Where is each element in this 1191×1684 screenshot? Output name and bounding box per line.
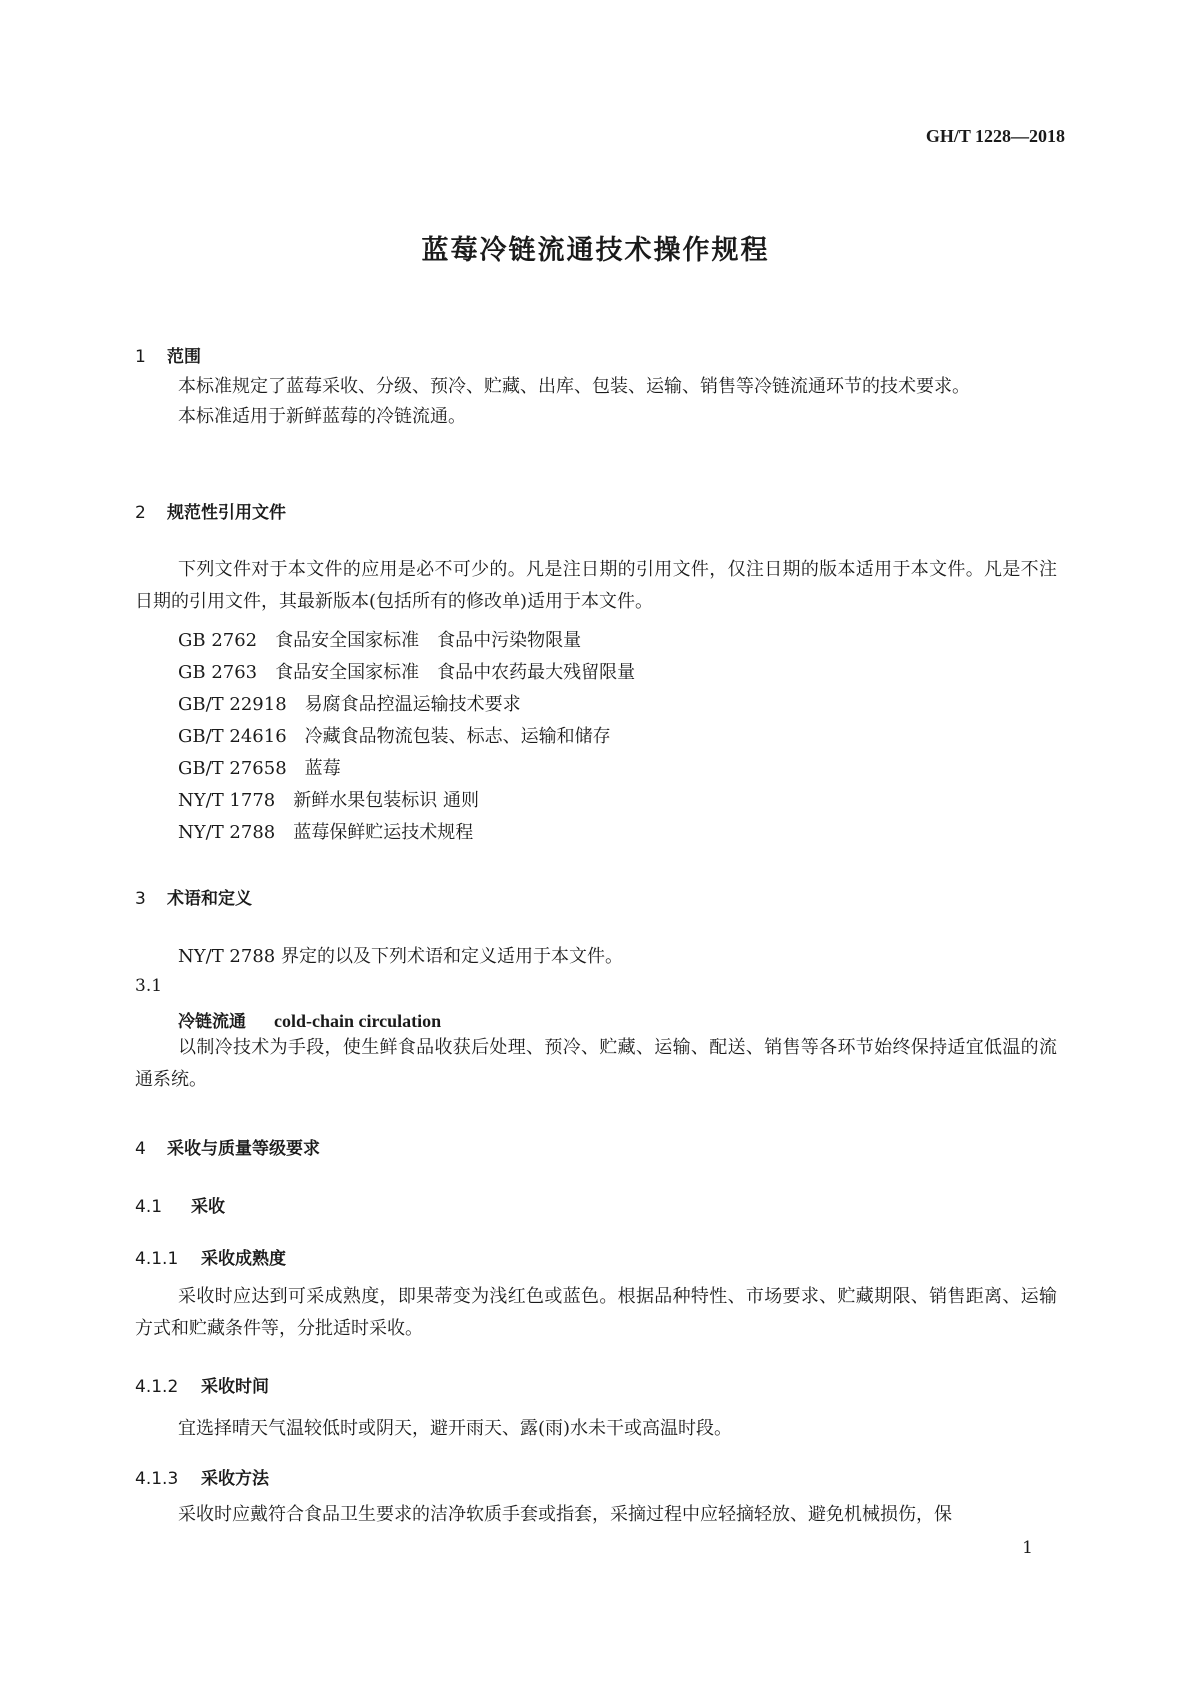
reference-item (178, 818, 473, 844)
section-1-heading (135, 342, 201, 367)
paragraph: 采收时应戴符合食品卫生要求的洁净软质手套或指套，采摘过程中应轻摘轻放、避免机械损伤，保 (178, 1504, 952, 1525)
reference-item (178, 658, 635, 684)
reference-code: GB/T 24616 (178, 726, 287, 747)
reference-item (178, 754, 341, 780)
section-4-heading (135, 1134, 320, 1159)
term-chinese: 冷链流通 (178, 1012, 246, 1032)
section-2-heading (135, 498, 286, 523)
paragraph: 本标准适用于新鲜蓝莓的冷链流通。 (178, 406, 466, 427)
section-title: 规范性引用文件 (167, 503, 286, 523)
reference-item (178, 786, 479, 812)
subsection-4-1-heading (135, 1192, 225, 1217)
section-title: 范围 (167, 347, 201, 367)
section-number: 4.1 (135, 1197, 163, 1217)
subsection-4-1-1-text: 采收时应达到可采成熟度，即果蒂变为浅红色或蓝色。根据品种特性、市场要求、贮藏期限、销售距离、运输方式和贮藏条件等，分批适时采收。 (135, 1286, 1057, 1339)
section-number: 4 (135, 1139, 146, 1159)
reference-title: 蓝莓保鲜贮运技术规程 (293, 822, 474, 843)
section-number: 4.1.1 (135, 1249, 179, 1269)
term-entry (178, 1007, 441, 1032)
section-number: 1 (135, 347, 146, 367)
standard-code: GH/T 1228—2018 (925, 126, 1065, 146)
section-2-intro: 下列文件对于本文件的应用是必不可少的。凡是注日期的引用文件，仅注日期的版本适用于本文件。凡是不注日期的引用文件，其最新版本(包括所有的修改单)适用于本文件。 (135, 559, 1057, 612)
reference-item (178, 690, 521, 716)
section-title: 采收 (191, 1197, 225, 1217)
term-english: cold-chain circulation (274, 1011, 442, 1031)
reference-code: NY/T 2788 (178, 822, 276, 843)
section-number: 4.1.3 (135, 1469, 179, 1489)
reference-code: NY/T 1778 (178, 790, 276, 811)
document-title: 蓝莓冷链流通技术操作规程 (421, 235, 770, 266)
reference-item (178, 626, 581, 652)
section-title: 术语和定义 (167, 889, 252, 909)
paragraph: 本标准规定了蓝莓采收、分级、预冷、贮藏、出库、包装、运输、销售等冷链流通环节的技术要求。 (178, 376, 970, 397)
reference-code: GB/T 22918 (178, 694, 287, 715)
paragraph: NY/T 2788 界定的以及下列术语和定义适用于本文件。 (178, 946, 623, 967)
section-3-heading (135, 884, 252, 909)
subsection-4-1-3-heading (135, 1464, 269, 1489)
reference-code: GB 2762 (178, 630, 258, 651)
reference-code: GB 2763 (178, 662, 258, 683)
subsection-4-1-1-heading (135, 1244, 286, 1269)
term-number: 3.1 (135, 976, 163, 996)
section-number: 4.1.2 (135, 1377, 179, 1397)
paragraph: 宜选择晴天气温较低时或阴天，避开雨天、露(雨)水未干或高温时段。 (178, 1418, 733, 1439)
section-number: 2 (135, 503, 146, 523)
section-title: 采收时间 (201, 1377, 269, 1397)
page-number: 1 (1022, 1538, 1033, 1558)
reference-item (178, 722, 611, 748)
reference-title: 食品安全国家标准 食品中农药最大残留限量 (275, 662, 636, 683)
reference-title: 新鲜水果包装标识 通则 (293, 790, 479, 811)
section-title: 采收与质量等级要求 (167, 1139, 320, 1159)
subsection-4-1-2-heading (135, 1372, 269, 1397)
section-title: 采收方法 (201, 1469, 269, 1489)
term-definition: 以制冷技术为手段，使生鲜食品收获后处理、预冷、贮藏、运输、配送、销售等各环节始终保持适宜低温的流通系统。 (135, 1037, 1057, 1090)
reference-title: 易腐食品控温运输技术要求 (304, 694, 521, 715)
reference-title: 冷藏食品物流包装、标志、运输和储存 (304, 726, 611, 747)
reference-title: 蓝莓 (304, 758, 341, 779)
section-number: 3 (135, 889, 146, 909)
reference-title: 食品安全国家标准 食品中污染物限量 (275, 630, 582, 651)
section-title: 采收成熟度 (201, 1249, 286, 1269)
reference-code: GB/T 27658 (178, 758, 287, 779)
